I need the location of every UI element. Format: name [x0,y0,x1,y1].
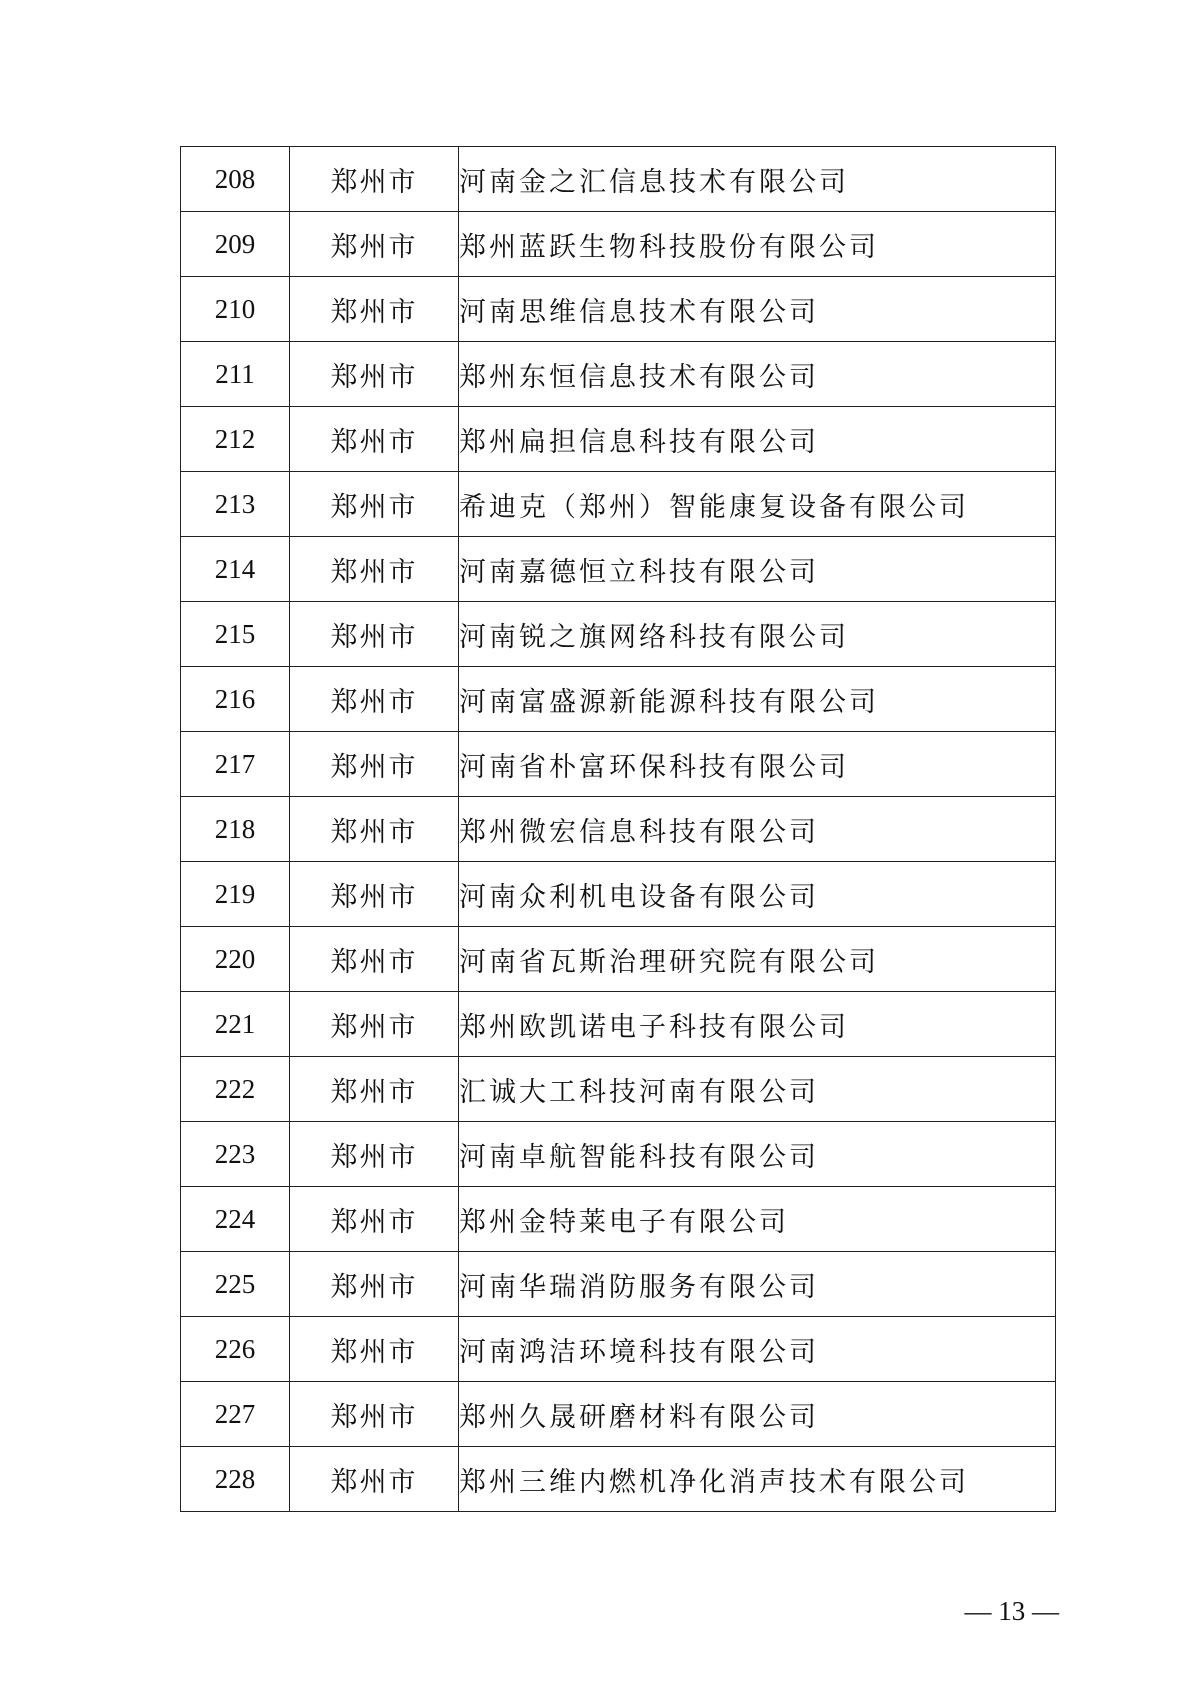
row-company-name: 郑州金特莱电子有限公司 [459,1187,1056,1252]
row-company-name: 希迪克（郑州）智能康复设备有限公司 [459,472,1056,537]
table-row [181,537,1056,602]
row-city: 郑州市 [290,1122,459,1187]
table-row [181,1122,1056,1187]
row-company-name: 郑州三维内燃机净化消声技术有限公司 [459,1447,1056,1512]
row-company-name: 河南省朴富环保科技有限公司 [459,732,1056,797]
row-number: 217 [181,732,290,797]
row-city: 郑州市 [290,797,459,862]
page-number: — 13 — [964,1596,1059,1626]
row-company-name: 河南金之汇信息技术有限公司 [459,147,1056,212]
row-city: 郑州市 [290,732,459,797]
row-city: 郑州市 [290,602,459,667]
row-number: 208 [181,147,290,212]
row-city: 郑州市 [290,1317,459,1382]
table-row [181,1447,1056,1512]
row-number: 210 [181,277,290,342]
table-row [181,1252,1056,1317]
table-row [181,862,1056,927]
row-company-name: 河南鸿洁环境科技有限公司 [459,1317,1056,1382]
row-number: 224 [181,1187,290,1252]
row-company-name: 河南富盛源新能源科技有限公司 [459,667,1056,732]
row-company-name: 郑州扁担信息科技有限公司 [459,407,1056,472]
table-row [181,472,1056,537]
table-row [181,277,1056,342]
row-city: 郑州市 [290,342,459,407]
row-company-name: 郑州久晟研磨材料有限公司 [459,1382,1056,1447]
row-number: 227 [181,1382,290,1447]
table-row [181,342,1056,407]
row-company-name: 河南卓航智能科技有限公司 [459,1122,1056,1187]
row-city: 郑州市 [290,927,459,992]
table-row [181,797,1056,862]
row-company-name: 河南嘉德恒立科技有限公司 [459,537,1056,602]
row-company-name: 郑州微宏信息科技有限公司 [459,797,1056,862]
table-row [181,1057,1056,1122]
table-row [181,1187,1056,1252]
row-number: 218 [181,797,290,862]
table-row [181,1317,1056,1382]
row-city: 郑州市 [290,147,459,212]
row-company-name: 郑州东恒信息技术有限公司 [459,342,1056,407]
row-city: 郑州市 [290,407,459,472]
company-table [180,146,1056,1512]
table-row [181,667,1056,732]
row-city: 郑州市 [290,667,459,732]
row-city: 郑州市 [290,992,459,1057]
row-number: 223 [181,1122,290,1187]
row-number: 211 [181,342,290,407]
row-city: 郑州市 [290,277,459,342]
row-number: 228 [181,1447,290,1512]
row-number: 212 [181,407,290,472]
row-city: 郑州市 [290,472,459,537]
table-row [181,732,1056,797]
row-number: 221 [181,992,290,1057]
table-row [181,212,1056,277]
table-row [181,147,1056,212]
row-number: 215 [181,602,290,667]
row-city: 郑州市 [290,1382,459,1447]
row-city: 郑州市 [290,537,459,602]
row-city: 郑州市 [290,862,459,927]
row-city: 郑州市 [290,212,459,277]
table-row [181,1382,1056,1447]
row-number: 209 [181,212,290,277]
row-number: 214 [181,537,290,602]
row-company-name: 河南华瑞消防服务有限公司 [459,1252,1056,1317]
row-company-name: 汇诚大工科技河南有限公司 [459,1057,1056,1122]
row-number: 216 [181,667,290,732]
row-company-name: 河南锐之旗网络科技有限公司 [459,602,1056,667]
table-row [181,602,1056,667]
row-city: 郑州市 [290,1057,459,1122]
row-city: 郑州市 [290,1447,459,1512]
row-number: 222 [181,1057,290,1122]
row-number: 220 [181,927,290,992]
row-number: 213 [181,472,290,537]
row-company-name: 河南省瓦斯治理研究院有限公司 [459,927,1056,992]
row-number: 226 [181,1317,290,1382]
row-city: 郑州市 [290,1252,459,1317]
row-company-name: 河南思维信息技术有限公司 [459,277,1056,342]
row-company-name: 郑州欧凯诺电子科技有限公司 [459,992,1056,1057]
table-row [181,992,1056,1057]
table-row [181,407,1056,472]
table-row [181,927,1056,992]
row-company-name: 河南众利机电设备有限公司 [459,862,1056,927]
row-number: 219 [181,862,290,927]
row-city: 郑州市 [290,1187,459,1252]
row-company-name: 郑州蓝跃生物科技股份有限公司 [459,212,1056,277]
row-number: 225 [181,1252,290,1317]
